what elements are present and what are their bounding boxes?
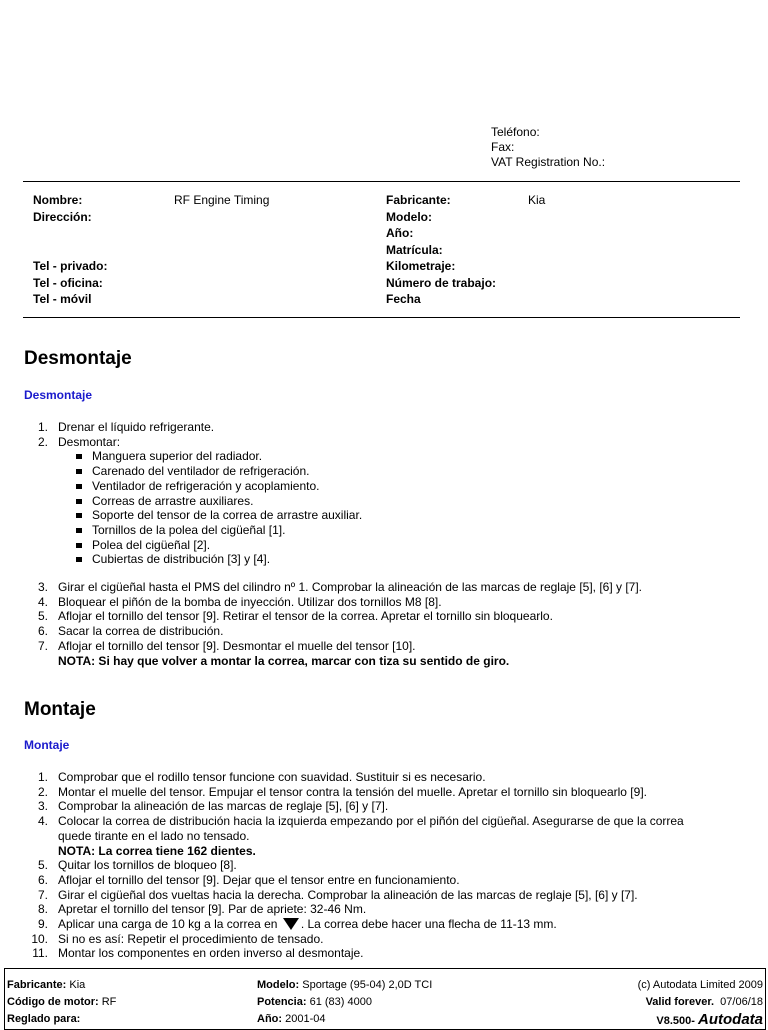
vehicle-values: [528, 192, 545, 209]
list-item: 10. Si no es así: Repetir el procedimiento de tensado.: [31, 931, 324, 946]
tel-movil-label: Tel - móvil: [33, 292, 92, 306]
footer-ano-label: Año:: [257, 1013, 283, 1025]
list-item: 4. Colocar la correa de distribución hacia la izquierda empezando por el piñón del cigüeñal. Asegurarse de que la correa quede tirante en el lado no tensado. NOTA: La correa tiene 162 dientes.: [24, 814, 744, 858]
nombre-value: RF Engine Timing: [174, 193, 270, 207]
matricula-label: Matrícula:: [386, 242, 443, 257]
modelo-label: Modelo:: [386, 209, 432, 224]
nombre-label: Nombre:: [33, 193, 83, 207]
info-divider: [23, 317, 740, 318]
bullet-item: Polea del cigüeñal [2].: [58, 538, 744, 553]
bullet-item: Soporte del tensor de la correa de arrastre auxiliar.: [58, 508, 744, 523]
bullet-item: Cubiertas de distribución [3] y [4].: [58, 552, 744, 567]
footer-fabricante-value: Kia: [69, 979, 86, 991]
autodata-logo: Autodata: [698, 1011, 763, 1028]
desmontaje-title: Desmontaje: [24, 348, 132, 369]
telefono-label: Teléfono:: [491, 125, 540, 139]
list-item: 1. Drenar el líquido refrigerante.: [37, 420, 215, 434]
vat-label: VAT Registration No.:: [491, 155, 606, 169]
list-item: 3. Girar el cigüeñal hasta el PMS del cilindro nº 1. Comprobar la alineación de las marcas de reglaje [5], [6] y [7].: [37, 580, 643, 595]
direccion-label: Dirección:: [33, 209, 92, 224]
footer-codigo-label: Código de motor:: [7, 996, 99, 1008]
bullet-item: Tornillos de la polea del cigüeñal [1].: [58, 523, 744, 538]
list-item: 5. Aflojar el tornillo del tensor [9]. Retirar el tensor de la correa. Apretar el tornillo sin bloquearlo.: [37, 609, 553, 624]
list-item: 4. Bloquear el piñón de la bomba de inyección. Utilizar dos tornillos M8 [8].: [37, 594, 442, 609]
bullet-item: Manguera superior del radiador.: [58, 449, 744, 464]
customer-labels: [33, 192, 107, 308]
list-item: 11. Montar los componentes en orden inverso al desmontaje.: [32, 946, 364, 961]
kilometraje-label: Kilometraje:: [386, 259, 456, 273]
list-item: 1. Comprobar que el rodillo tensor funcione con suavidad. Sustituir si es necesario.: [37, 770, 486, 784]
down-triangle-icon: [283, 918, 299, 930]
contact-block: [491, 125, 605, 170]
list-item: 6. Aflojar el tornillo del tensor [9]. Dejar que el tensor entre en funcionamiento.: [37, 872, 460, 887]
footer-codigo-value: RF: [101, 996, 117, 1008]
footer-date: 07/06/18: [720, 996, 763, 1008]
footer-modelo-label: Modelo:: [257, 979, 300, 991]
vehicle-labels: [386, 192, 496, 308]
fax-label: Fax:: [491, 140, 515, 154]
list-item: 8. Apretar el tornillo del tensor [9]. Par de apriete: 32-46 Nm.: [37, 902, 367, 917]
list-item: 6. Sacar la correa de distribución.: [37, 624, 224, 639]
numero-trabajo-label: Número de trabajo:: [386, 275, 497, 290]
tel-privado-label: Tel - privado:: [33, 259, 108, 273]
montaje-subtitle: Montaje: [24, 738, 70, 752]
bullet-item: Ventilador de refrigeración y acoplamiento.: [58, 479, 744, 494]
list-item: 7. Aflojar el tornillo del tensor [9]. Desmontar el muelle del tensor [10]. NOTA: Si hay que volver a montar la correa, marcar con tiza su sentido de giro.: [24, 639, 744, 668]
footer-modelo-value: Sportage (95-04) 2,0D TCI: [302, 979, 433, 991]
list-item: 2. Desmontar: Manguera superior del radiador. Carenado del ventilador de refrigeración. Ventilador de refrigeración y acoplamiento. Correas de arrastre auxiliares. Soporte del tensor de la correa de arrastre auxiliar. Tornillos de la polea del cigüeñal [1]. Polea del cigüeñal [2]. Cubiertas de distribución [3] y [4].: [24, 435, 744, 580]
footer-fabricante-label: Fabricante:: [7, 979, 67, 991]
footer-potencia-value: 61 (83) 4000: [309, 996, 372, 1008]
list-item: 2. Montar el muelle del tensor. Empujar el tensor contra la tensión del muelle. Apretar el tornillo sin bloquearlo [9].: [37, 784, 647, 799]
desmontaje-note: NOTA: Si hay que volver a montar la correa, marcar con tiza su sentido de giro.: [58, 653, 510, 668]
footer: [4, 968, 766, 1030]
fabricante-value: Kia: [528, 193, 546, 207]
footer-potencia-label: Potencia:: [257, 996, 307, 1008]
customer-values: [174, 192, 269, 209]
bullet-item: Correas de arrastre auxiliares.: [58, 494, 744, 509]
fecha-label: Fecha: [386, 292, 421, 306]
list-item: 3. Comprobar la alineación de las marcas de reglaje [5], [6] y [7].: [37, 799, 389, 814]
footer-reglado-label: Reglado para:: [7, 1013, 81, 1025]
list-item: 9. Aplicar una carga de 10 kg a la correa en . La correa debe hacer una flecha de 11-13 mm.: [37, 917, 557, 932]
desmontar-bullets: [58, 449, 744, 567]
montaje-note: NOTA: La correa tiene 162 dientes.: [58, 843, 256, 858]
step4-continuation: quede tirante en el lado no tensado.: [58, 828, 250, 843]
fabricante-label: Fabricante:: [386, 193, 451, 207]
tel-oficina-label: Tel - oficina:: [33, 275, 103, 290]
list-item: 5. Quitar los tornillos de bloqueo [8].: [37, 858, 237, 873]
montaje-steps: [24, 770, 744, 961]
desmontaje-steps: [24, 420, 744, 668]
ano-label: Año:: [386, 226, 414, 240]
footer-valid: Valid forever.: [645, 996, 715, 1008]
footer-ano-value: 2001-04: [285, 1013, 326, 1025]
montaje-title: Montaje: [24, 699, 96, 720]
desmontaje-subtitle: Desmontaje: [24, 388, 93, 402]
footer-version: V8.500-: [656, 1015, 695, 1027]
top-divider: [23, 181, 740, 182]
bullet-item: Carenado del ventilador de refrigeración.: [58, 464, 744, 479]
list-item: 7. Girar el cigüeñal dos vueltas hacia la derecha. Comprobar la alineación de las marcas de reglaje [5], [6] y [7].: [37, 887, 638, 902]
footer-copyright: (c) Autodata Limited 2009: [637, 979, 763, 991]
